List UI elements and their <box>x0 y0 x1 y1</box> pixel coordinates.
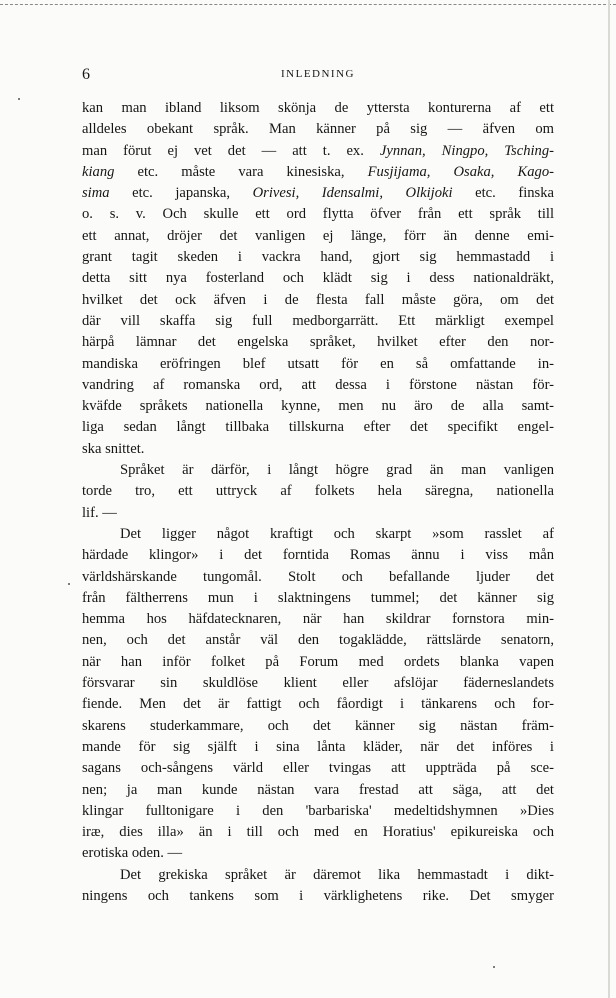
text-line: sima etc. japanska, Orivesi, Idensalmi, Olkijoki etc. finska <box>82 185 554 202</box>
text-line: världshärskande tungomål. Stolt och befallande ljuder det <box>82 568 554 585</box>
margin-speck <box>68 583 70 585</box>
text-line: liga sedan långt tillbaka tillskurna efter det specifikt engel- <box>82 419 554 436</box>
text-line: kväfde språkets nationella kynne, men nu äro de alla samt- <box>82 398 554 415</box>
text-line: ningens och tankens som i värklighetens rike. Det smyger <box>82 887 554 904</box>
text-line: nen; ja man kunde nästan vara frestad att säga, att det <box>82 781 554 798</box>
running-head: INLEDNING <box>281 68 355 80</box>
text-line: härpå lämnar det engelska språket, hvilket efter den nor- <box>82 334 554 351</box>
text-line: kiang etc. måste vara kinesiska, Fusjijama, Osaka, Kago- <box>82 163 555 180</box>
page-header <box>0 66 616 86</box>
text-line: mandiska eröfringen blef utsatt för en så omfattande in- <box>82 355 554 372</box>
text-line: o. s. v. Och skulle ett ord flytta öfver från ett språk till <box>82 206 554 223</box>
text-line: försvarar sin skuldlöse klient eller afslöjar fäderneslandets <box>82 675 554 692</box>
margin-speck <box>493 966 495 968</box>
text-line: fiende. Men det är fattigt och fåordigt i tänkarens och for- <box>82 696 554 713</box>
body-text <box>82 98 554 907</box>
text-line: Det grekiska språket är däremot lika hemmastadt i dikt- <box>120 866 554 883</box>
text-line: mande för sig själft i sina lånta kläder, när det införes i <box>82 738 554 755</box>
text-line: torde tro, ett uttryck af folkets hela säregna, nationella <box>82 483 554 500</box>
text-line: sagans och-sångens värld eller tvingas att uppträda på sce- <box>82 760 554 777</box>
text-line: hvilket det ock äfven i de flesta fall måste göra, om det <box>82 291 554 308</box>
text-line: iræ, dies illa» än i till och med en Horatius' epikureiska och <box>82 824 554 841</box>
text-line: klingar fulltonigare i den 'barbariska' medeltidshymnen »Dies <box>82 802 554 819</box>
text-line: där vill skaffa sig full medborgarrätt. Ett märkligt exempel <box>82 312 554 329</box>
text-line: Språket är därför, i långt högre grad än man vanligen <box>120 462 554 479</box>
text-line: skarens studerkammare, och det känner sig nästan främ- <box>82 717 554 734</box>
text-line: från fältherrens mun i slaktningens tummel; det känner sig <box>82 589 554 606</box>
margin-speck <box>18 98 20 100</box>
text-line: alldeles obekant språk. Man känner på sig — äfven om <box>82 121 554 138</box>
text-line: ska snittet. <box>82 440 145 457</box>
text-line: Det ligger något kraftigt och skarpt »som rasslet af <box>120 525 554 542</box>
text-line: hemma hos häfdatecknaren, när han skildrar fornstora min- <box>82 611 554 628</box>
page-edge <box>608 0 610 998</box>
text-line: man förut ej vet det — att t. ex. Jynnan, Ningpo, Tsching- <box>82 142 555 159</box>
text-line: erotiska oden. — <box>82 845 183 862</box>
text-line: nen, och det anstår väl den togaklädde, rättslärde senatorn, <box>82 632 554 649</box>
text-line: kan man ibland liksom skönja de yttersta konturerna af ett <box>82 100 554 116</box>
top-edge-rule <box>0 4 616 5</box>
text-line: vandring af romanska ord, att dessa i förstone nästan för- <box>82 376 554 393</box>
text-line: när han inför folket på Forum med ordets blanka vapen <box>82 653 554 670</box>
text-line: lif. — <box>82 504 117 521</box>
page-number: 6 <box>82 66 90 83</box>
text-line: ett annat, dröjer det vanligen ej länge, förr än denne emi- <box>82 227 554 244</box>
text-line: härdade klingor» i det forntida Romas ännu i viss mån <box>82 547 554 564</box>
text-line: grant tagit skeden i vackra hand, gjort sig hemmastadd i <box>82 249 554 266</box>
text-line: detta sitt nya fosterland och klädt sig i dess nationaldräkt, <box>82 270 554 287</box>
